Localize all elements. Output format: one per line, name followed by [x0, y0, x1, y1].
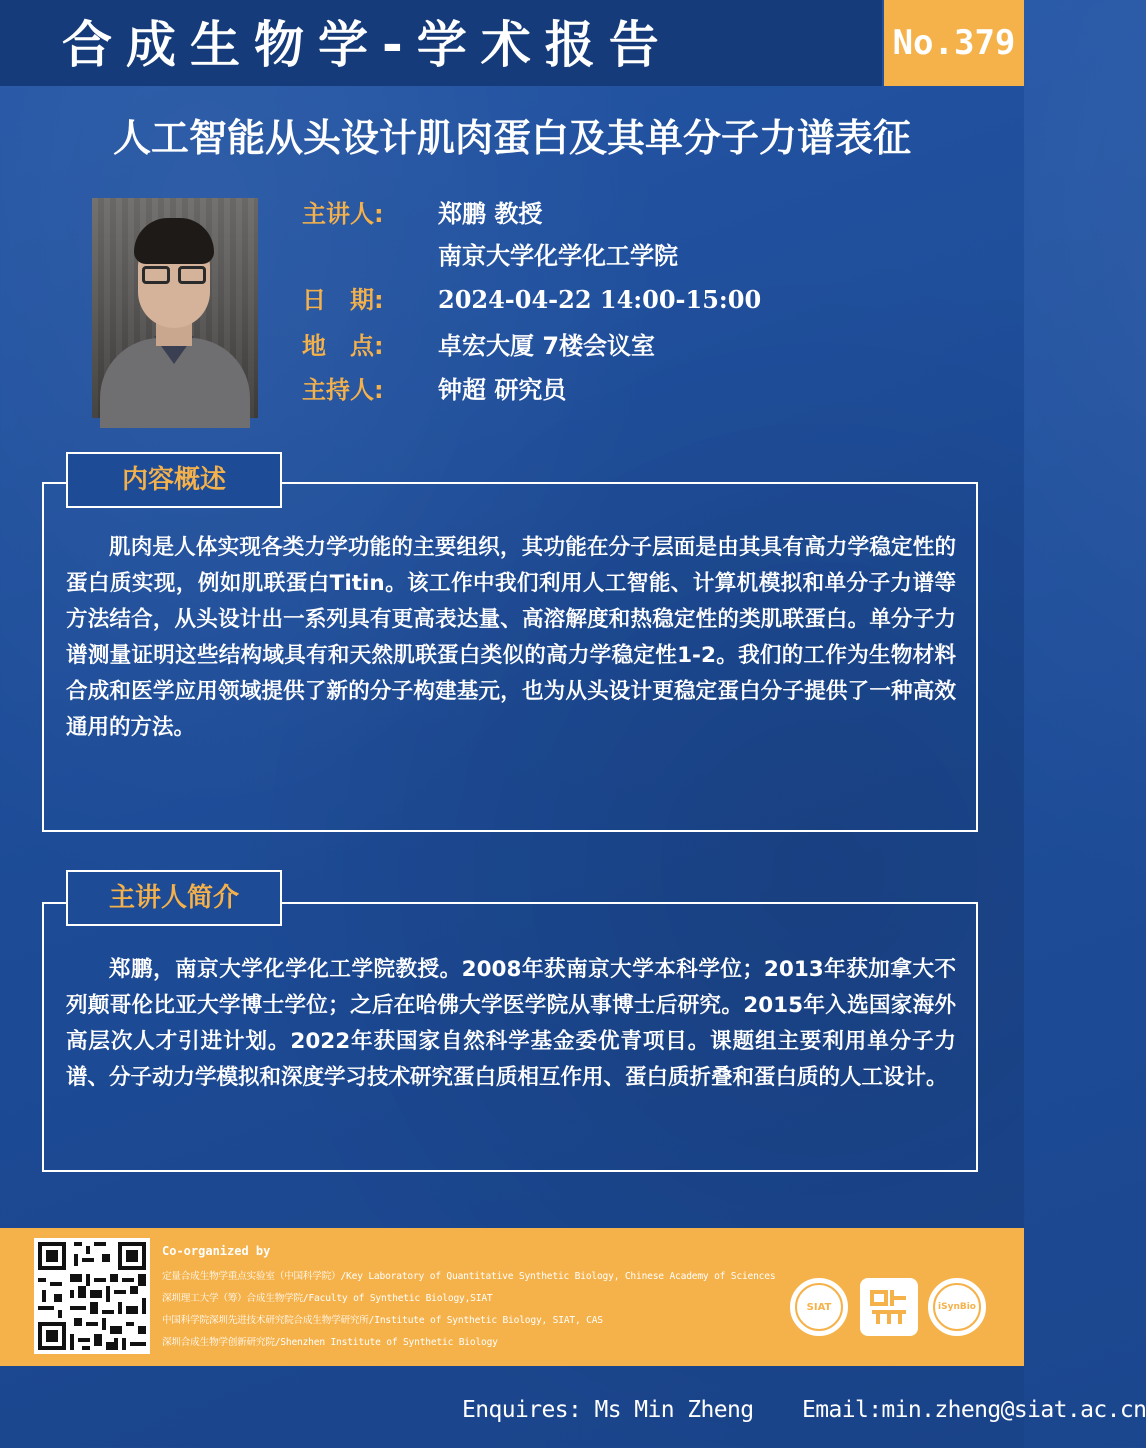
speaker-affiliation: 南京大学化学化工学院 — [438, 242, 678, 270]
date-value: 2024-04-22 14:00-15:00 — [438, 285, 762, 314]
talk-title: 人工智能从头设计肌肉蛋白及其单分子力谱表征 — [112, 116, 911, 160]
synbio-seal-logo — [860, 1278, 918, 1336]
organizer-line: 中国科学院深圳先进技术研究院合成生物学研究所/Institute of Synthetic Biology, SIAT, CAS — [162, 1315, 603, 1326]
host-value: 钟超 研究员 — [438, 376, 567, 404]
organizer-line: 深圳理工大学（筹）合成生物学院/Faculty of Synthetic Biology,SIAT — [162, 1293, 493, 1304]
speaker-name: 郑鹏 教授 — [438, 200, 543, 228]
isynbio-logo — [928, 1278, 986, 1336]
organizer-line: 定量合成生物学重点实验室（中国科学院）/Key Laboratory of Quantitative Synthetic Biology, Chinese Academy of Sciences — [162, 1271, 776, 1282]
enquiries-text: Enquires: Ms Min Zheng — [462, 1397, 754, 1423]
speaker-label: 主讲人: — [302, 200, 384, 228]
bio-heading: 主讲人简介 — [66, 870, 282, 926]
co-organized-title: Co-organized by — [162, 1244, 271, 1258]
location-label: 地 点: — [302, 332, 384, 360]
email-link[interactable]: Email:min.zheng@siat.ac.cn — [801, 1397, 1146, 1423]
qr-code — [34, 1238, 150, 1354]
speaker-photo — [92, 198, 258, 418]
host-label: 主持人: — [302, 376, 384, 404]
abstract-heading: 内容概述 — [66, 452, 282, 508]
siat-logo — [790, 1278, 848, 1336]
location-value: 卓宏大厦 7楼会议室 — [438, 332, 656, 360]
issue-badge: No.379 — [884, 0, 1024, 86]
date-label: 日 期: — [302, 286, 384, 314]
siat-logo-text: SIAT — [795, 1283, 843, 1331]
abstract-text: 肌肉是人体实现各类力学功能的主要组织，其功能在分子层面是由其具有高力学稳定性的蛋白质实现，例如肌联蛋白Titin。该工作中我们利用人工智能、计算机模拟和单分子力谱等方法结合，从头设计出一系列具有更高表达量、高溶解度和热稳定性的类肌联蛋白。单分子力谱测量证明这些结构域具有和天然肌联蛋白类似的高力学稳定性1-2。我们的工作为生物材料合成和医学应用领域提供了新的分子构建基元，也为从头设计更稳定蛋白分子提供了一种高效通用的方法。 — [66, 535, 956, 740]
main-title: 合成生物学-学术报告 — [62, 16, 673, 74]
isynbio-logo-text: iSynBio — [933, 1283, 981, 1331]
organizer-line: 深圳合成生物学创新研究院/Shenzhen Institute of Synthetic Biology — [162, 1337, 498, 1348]
contact-line — [462, 1390, 1146, 1430]
bio-text: 郑鹏，南京大学化学化工学院教授。2008年获南京大学本科学位；2013年获加拿大不列颠哥伦比亚大学博士学位；之后在哈佛大学医学院从事博士后研究。2015年入选国家海外高层次人才引进计划。2022年获国家自然科学基金委优青项目。课题组主要利用单分子力谱、分子动力学模拟和深度学习技术研究蛋白质相互作用、蛋白质折叠和蛋白质的人工设计。 — [66, 957, 956, 1090]
